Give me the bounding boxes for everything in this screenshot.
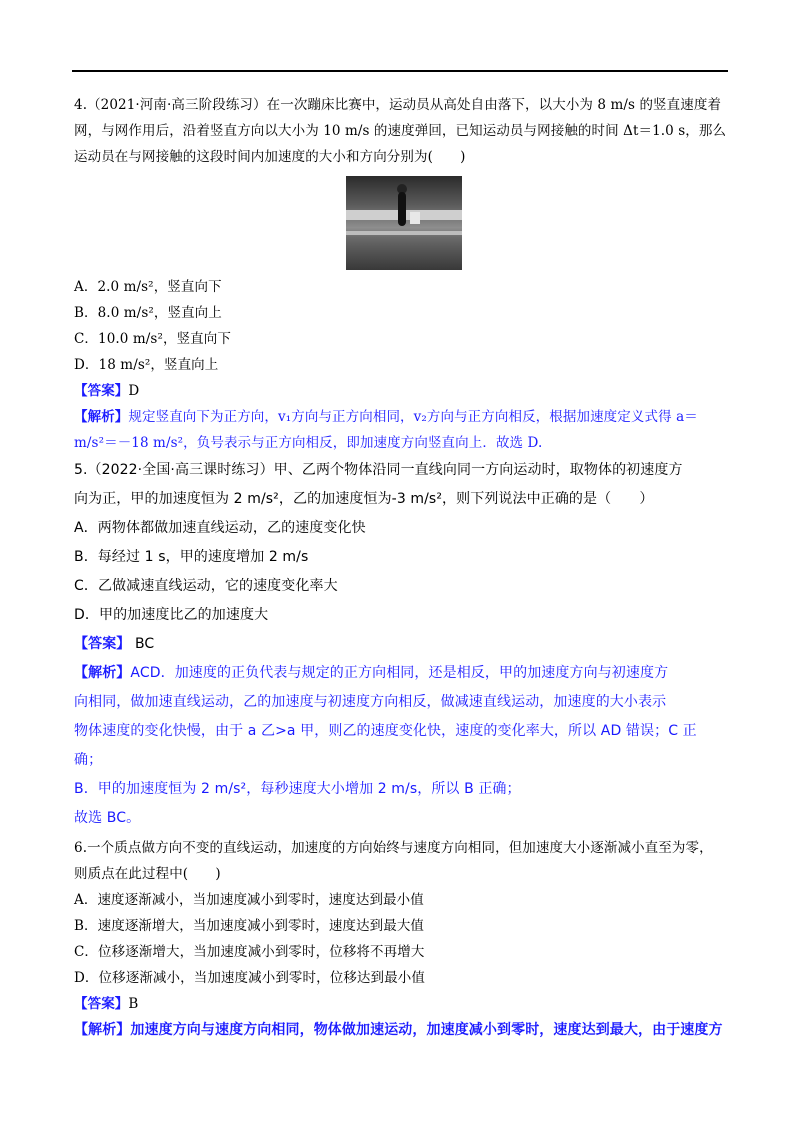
- judge-figure: [410, 212, 420, 224]
- q4-analysis-line-1: [74, 404, 734, 430]
- q5-analysis-line-5: B．甲的加速度恒为 2 m/s²，每秒速度大小增加 2 m/s，所以 B 正确；: [74, 781, 521, 797]
- analysis-label: 【解析】: [74, 409, 129, 425]
- q5-option-a: A．两物体都做加速直线运动，乙的速度变化快: [74, 520, 366, 536]
- q5-option-d: D．甲的加速度比乙的加速度大: [74, 607, 269, 623]
- q4-stem-line-1: 4.（2021·河南·高三阶段练习）在一次蹦床比赛中，运动员从高处自由落下，以大小为 8 m/s 的竖直速度着: [74, 97, 722, 113]
- q6-stem-line-2: 则质点在此过程中( ): [74, 866, 221, 882]
- q4-figure-wrap: [74, 176, 734, 270]
- q6-stem-line-1: 6.一个质点做方向不变的直线运动，加速度的方向始终与速度方向相同，但加速度大小逐渐减小直至为零，: [74, 840, 713, 856]
- photo-reflection: [346, 238, 462, 270]
- q6-option-a: A．速度逐渐减小，当加速度减小到零时，速度达到最小值: [74, 892, 424, 908]
- q6-option-d: D．位移逐渐减小，当加速度减小到零时，位移达到最小值: [74, 970, 425, 986]
- analysis-text: 规定竖直向下为正方向，v₁方向与正方向相同，v₂方向与正方向相反，根据加速度定义式得 a＝: [128, 409, 698, 425]
- answer-value: D: [128, 383, 140, 399]
- q6-option-b: B．速度逐渐增大，当加速度减小到零时，速度达到最大值: [74, 918, 425, 934]
- q5-analysis-line-2: 向相同，做加速直线运动，乙的加速度与初速度方向相反，做减速直线运动，加速度的大小表示: [74, 694, 667, 710]
- q6-option-c: C．位移逐渐增大，当加速度减小到零时，位移将不再增大: [74, 944, 425, 960]
- q4-answer: [74, 378, 734, 404]
- answer-value: B: [128, 996, 139, 1012]
- athlete-figure: [398, 192, 406, 226]
- question-5: [74, 456, 734, 833]
- document-body: [74, 92, 734, 1043]
- q5-stem-line-1: 5.（2022·全国·高三课时练习）甲、乙两个物体沿同一直线向同一方向运动时，取物体的初速度方: [74, 462, 683, 478]
- analysis-label: 【解析】: [74, 665, 131, 681]
- trampoline-photo: [346, 176, 462, 270]
- q6-analysis-line-1: [74, 1017, 734, 1043]
- q5-answer: [74, 630, 734, 659]
- answer-value: BC: [130, 636, 155, 652]
- q4-stem-line-3: 运动员在与网接触的这段时间内加速度的大小和方向分别为( ): [74, 149, 466, 165]
- q4-stem-line-2: 网，与网作用后，沿着竖直方向以大小为 10 m/s 的速度弹回，已知运动员与网接触的时间 Δt＝1.0 s，那么: [74, 123, 727, 139]
- q4-option-c: C．10.0 m/s²，竖直向下: [74, 331, 231, 347]
- answer-label: 【答案】: [74, 996, 129, 1012]
- q5-analysis-line-3: 物体速度的变化快慢，由于 a 乙>a 甲，则乙的速度变化快，速度的变化率大，所以 AD 错误；C 正: [74, 723, 697, 739]
- analysis-text: ACD．加速度的正负代表与规定的正方向相同，还是相反，甲的加速度方向与初速度方: [130, 665, 669, 681]
- q6-answer: [74, 991, 734, 1017]
- question-4: [74, 92, 734, 456]
- header-rule: [72, 70, 728, 72]
- q5-analysis-line-4: 确；: [74, 752, 103, 768]
- q4-analysis-line-2: m/s²＝－18 m/s²，负号表示与正方向相反，即加速度方向竖直向上．故选 D.: [74, 435, 543, 451]
- q5-option-c: C．乙做减速直线运动，它的速度变化率大: [74, 578, 338, 594]
- q4-option-b: B．8.0 m/s²，竖直向上: [74, 305, 222, 321]
- answer-label: 【答案】: [74, 383, 129, 399]
- analysis-label: 【解析】: [74, 1022, 131, 1038]
- q5-analysis-line-1: [74, 659, 734, 688]
- answer-label: 【答案】: [74, 636, 131, 652]
- q5-analysis-line-6: 故选 BC。: [74, 810, 141, 826]
- q4-option-d: D．18 m/s²，竖直向上: [74, 357, 219, 373]
- question-6: [74, 835, 734, 1043]
- q5-stem-line-2: 向为正，甲的加速度恒为 2 m/s²，乙的加速度恒为-3 m/s²，则下列说法中正确的是（ ）: [74, 491, 654, 507]
- analysis-text: 加速度方向与速度方向相同，物体做加速运动，加速度减小到零时，速度达到最大，由于速度方: [130, 1022, 723, 1038]
- q4-option-a: A．2.0 m/s²，竖直向下: [74, 279, 222, 295]
- photo-band-2: [346, 231, 462, 235]
- q5-option-b: B．每经过 1 s，甲的速度增加 2 m/s: [74, 549, 309, 565]
